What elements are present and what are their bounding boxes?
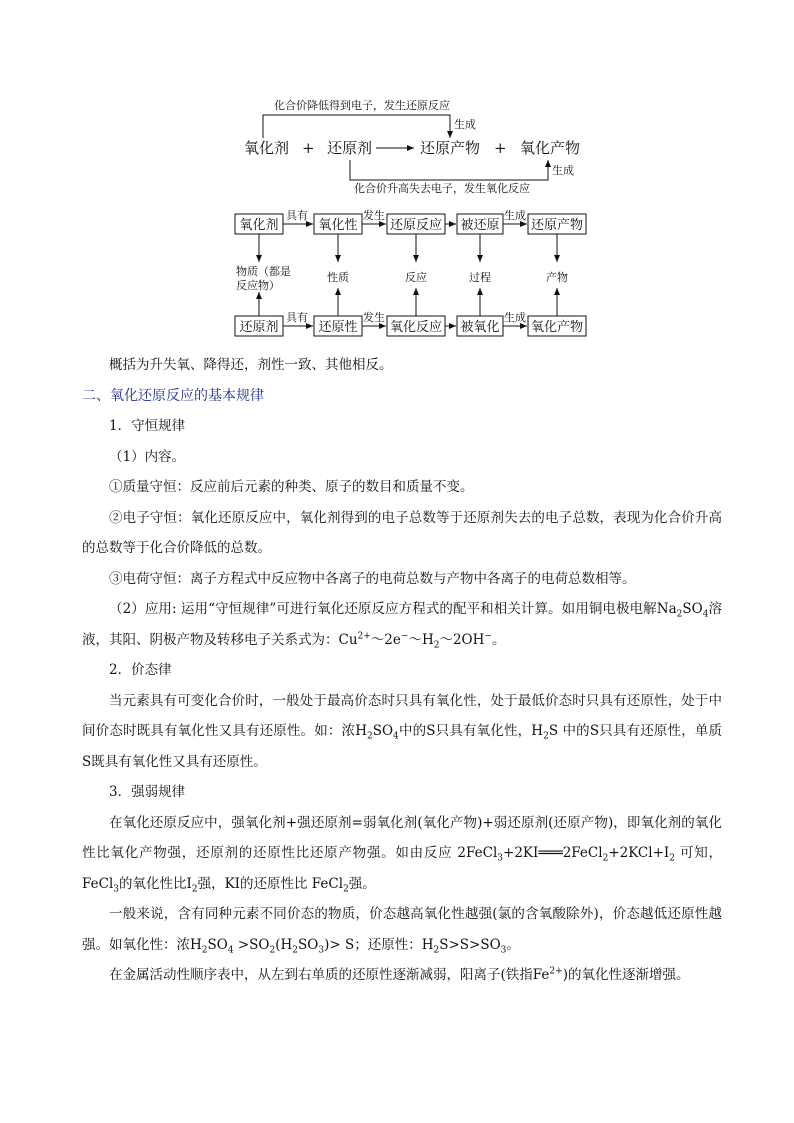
application-text-2: 溶液，其阳、阴极产物及转移电子关系式为：	[82, 601, 723, 648]
application-text-3: 。	[491, 631, 506, 648]
oxidant-term: 氧化剂	[244, 139, 290, 157]
metal-text-2: )的氧化性逐渐增强。	[562, 967, 690, 983]
strength-text-4: 强，KI的还原性比	[197, 875, 308, 892]
box-reduced-label: 被还原	[460, 218, 500, 233]
middle-label-substance-2: 反应物）	[236, 279, 280, 292]
reduction-bracket-arrow	[263, 115, 450, 138]
paragraph-application: （2）应用: 运用“守恒规律”可进行氧化还原反应方程式的配平和相关计算。如用铜电极电解$Na_2SO_4$溶液，其阳、阴极产物及转移电子关系式为：$Cu^{2+}\sim 2e^-\sim H_2\sim 2OH^-$。	[82, 601, 723, 651]
strength-text-1: 在氧化还原反应中，强氧化剂+强还原剂=弱氧化剂(氧化产物)+弱还原剂(还原产物)，即氧化剂的氧化性比氧化产物强，还原剂的还原性比还原产物强。如由反应	[82, 814, 722, 861]
box-reduced-product-label: 还原产物	[530, 218, 584, 233]
subheading-valence: 2．价态律	[109, 662, 172, 678]
box-oxidizing-property-label: 氧化性	[318, 218, 358, 233]
paragraph-electron-conservation: ②电子守恒：氧化还原反应中，氧化剂得到的电子总数等于还原剂失去的电子总数，表现为化合价升高的总数等于化合价降低的总数。	[82, 509, 722, 556]
subheading-strength: 3．强弱规律	[109, 784, 186, 800]
paragraph-mass-conservation: ①质量守恒：反应前后元素的种类、原子的数目和质量不变。	[109, 479, 474, 495]
document-body	[82, 350, 722, 991]
paragraph-valence: 当元素具有可变化合价时，一般处于最高价态时只具有氧化性，处于最低价态时只具有还原性，处于中间价态时既具有氧化性又具有还原性。如：浓$H_2SO_4$中的S只具有氧化性，$H_2S$ 中的S只具有还原性，单质S既具有氧化性又具有还原性。	[82, 692, 723, 770]
plus-sign-2: +	[494, 139, 507, 157]
oxidized-product-term: 氧化产物	[520, 139, 581, 157]
oxidation-bracket-arrow	[350, 160, 548, 180]
valence-text-3: 中的S只具有还原性，单质S既具有氧化性又具有还原性。	[82, 723, 723, 770]
valence-text-1: 当元素具有可变化合价时，一般处于最高价态时只具有氧化性，处于最低价态时只具有还原性，处于中间价态时既具有氧化性又具有还原性。如：浓	[82, 692, 722, 739]
subheading-conservation: 1．守恒规律	[109, 418, 186, 434]
box-oxidant-label: 氧化剂	[239, 218, 279, 233]
paragraph-strength-1: 在氧化还原反应中，强氧化剂+强还原剂=弱氧化剂(氧化产物)+弱还原剂(还原产物)，即氧化剂的氧化性比氧化产物强，还原剂的还原性比还原产物强。如由反应 $2FeCl_3+2KI═══2FeCl_2+2KCl+I_2$ 可知，FeCl$_3$的氧化性比$I_2$强，KI的还原性比 FeCl$_2$强。	[82, 814, 723, 895]
middle-label-reaction: 反应	[405, 271, 427, 284]
strength-text-2: 可知，	[680, 845, 723, 861]
paragraph-content: （1）内容。	[109, 448, 186, 465]
arrow-top-2-label: 发生	[363, 209, 385, 222]
arrow-bottom-2-label: 发生	[363, 311, 385, 324]
arrow-top-4-label: 生成	[504, 209, 526, 222]
summary-paragraph: 概括为升失氧、降得还，剂性一致、其他相反。	[109, 357, 393, 373]
middle-label-product: 产物	[546, 271, 568, 284]
box-reducing-property-label: 还原性	[318, 320, 358, 335]
box-oxidation-reaction-label: 氧化反应	[389, 320, 443, 335]
valence-text-2: 中的S只具有氧化性，	[398, 723, 532, 739]
section-heading: 二、氧化还原反应的基本规律	[82, 387, 264, 404]
box-oxidized-label: 被氧化	[460, 320, 500, 335]
redox-relationship-diagrams	[0, 0, 794, 345]
middle-label-property: 性质	[327, 271, 349, 284]
strength-text-7: ；还原性：	[354, 936, 422, 953]
diagram-redox-concepts	[235, 208, 586, 336]
box-reductant-label: 还原剂	[239, 320, 279, 335]
box-oxidized-product-label: 氧化产物	[530, 320, 584, 335]
paragraph-metal-activity: 在金属活动性顺序表中，从左到右单质的还原性逐渐减弱，阳离子(铁指$Fe^{2+}$)的氧化性逐渐增强。	[109, 966, 690, 983]
diagram-electron-transfer	[244, 98, 580, 195]
reduced-product-term: 还原产物	[420, 139, 481, 157]
strength-text-6: 一般来说，含有同种元素不同价态的物质，价态越高氧化性越强(氯的含氧酸除外)，价态越低还原性越强。如氧化性：浓	[82, 906, 722, 953]
generate-label-top: 生成	[454, 118, 476, 131]
middle-label-substance-1: 物质（都是	[236, 265, 291, 278]
reductant-term: 还原剂	[327, 139, 373, 157]
paragraph-strength-2: 一般来说，含有同种元素不同价态的物质，价态越高氧化性越强(氯的含氧酸除外)，价态越低还原性越强。如氧化性：浓$H_2SO_4 >SO_2(H_2SO_3)> S$；还原性：$H_2S>S>SO_3$。	[82, 906, 722, 956]
oxidation-label: 化合价升高失去电子，发生氧化反应	[354, 182, 530, 195]
generate-label-bottom: 生成	[552, 164, 574, 177]
arrow-bottom-1-label: 具有	[286, 311, 308, 324]
middle-label-process: 过程	[469, 271, 491, 284]
arrow-bottom-4-label: 生成	[504, 311, 526, 324]
arrow-top-1-label: 具有	[286, 209, 308, 222]
metal-text-1: 在金属活动性顺序表中，从左到右单质的还原性逐渐减弱，阳离子(铁指	[109, 967, 533, 983]
application-text-1: （2）应用: 运用“守恒规律”可进行氧化还原反应方程式的配平和相关计算。如用铜电极电解	[109, 601, 657, 617]
reduction-label: 化合价降低得到电子，发生还原反应	[274, 99, 450, 112]
paragraph-charge-conservation: ③电荷守恒：离子方程式中反应物中各离子的电荷总数与产物中各离子的电荷总数相等。	[109, 570, 636, 587]
strength-text-3: 的氧化性比	[119, 875, 187, 892]
strength-text-5: 强。	[348, 875, 376, 892]
box-reduction-reaction-label: 还原反应	[389, 218, 443, 233]
plus-sign-1: +	[302, 139, 315, 157]
